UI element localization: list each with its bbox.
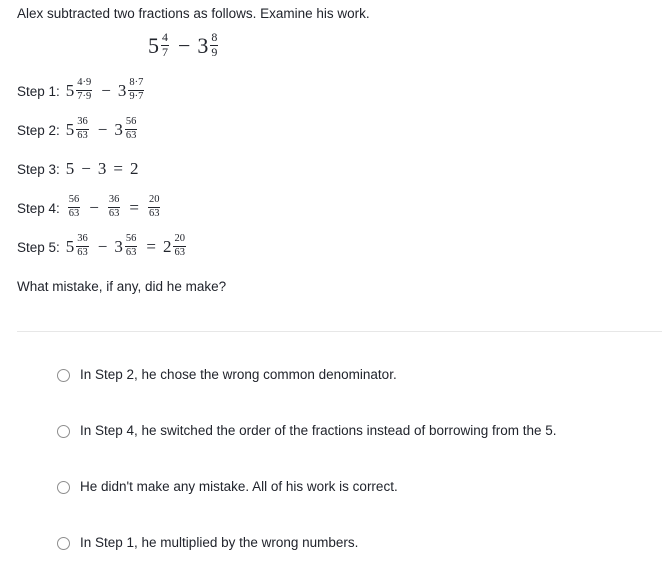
main-expression	[148, 29, 662, 63]
math-number: 5	[65, 237, 75, 256]
option-label: He didn't make any mistake. All of his work is correct.	[80, 479, 398, 494]
step-math	[66, 117, 140, 142]
denominator: 63	[148, 207, 160, 219]
step-label: Step 1:	[17, 83, 60, 99]
denominator: 7	[162, 44, 168, 59]
math-number: 3	[97, 159, 107, 178]
step-math	[66, 234, 188, 259]
step-row-4	[17, 196, 662, 220]
numerator: 56	[125, 116, 138, 129]
step-row-5	[17, 235, 662, 259]
fraction	[161, 31, 169, 60]
math-operator: −	[97, 237, 108, 256]
math-operator: =	[113, 159, 123, 178]
denominator: 63	[68, 207, 80, 219]
math-number: 3	[197, 33, 209, 58]
denominator: 63	[125, 246, 137, 258]
option-label: In Step 4, he switched the order of the fractions instead of borrowing from the 5.	[80, 423, 557, 438]
numerator: 4·9	[76, 77, 92, 90]
math-operator: =	[146, 237, 156, 256]
answer-option-4[interactable]	[57, 534, 645, 552]
answer-option-1[interactable]	[57, 366, 645, 384]
fraction	[68, 194, 81, 219]
denominator: 63	[125, 129, 137, 141]
math-number: 2	[129, 159, 139, 178]
option-label: In Step 1, he multiplied by the wrong numbers.	[80, 535, 359, 550]
fraction	[210, 31, 218, 60]
numerator: 4	[162, 29, 168, 44]
option-label: In Step 2, he chose the wrong common denominator.	[80, 367, 397, 382]
step-label: Step 2:	[17, 122, 60, 138]
fraction	[76, 116, 89, 141]
step-math	[66, 159, 139, 179]
fraction	[125, 116, 138, 141]
numerator: 8·7	[128, 77, 144, 90]
fraction	[108, 194, 121, 219]
question-text: What mistake, if any, did he make?	[17, 279, 227, 294]
denominator: 63	[108, 207, 120, 219]
answer-options	[0, 366, 662, 552]
step-math	[66, 195, 163, 220]
numerator: 36	[108, 194, 121, 207]
numerator: 56	[68, 194, 81, 207]
denominator: 9·7	[129, 90, 144, 102]
radio-button[interactable]	[57, 481, 70, 494]
math-number: 3	[114, 120, 123, 139]
math-number: 2	[162, 237, 172, 256]
step-row-1	[17, 79, 662, 103]
step-label: Step 5:	[17, 239, 60, 255]
numerator: 20	[148, 194, 161, 207]
math-number: 5	[65, 81, 75, 100]
math-number: 5	[148, 33, 159, 58]
fraction	[148, 194, 161, 219]
math-operator: −	[89, 198, 99, 217]
fraction	[76, 233, 89, 258]
step-row-2	[17, 118, 662, 142]
math-operator: −	[81, 159, 91, 178]
numerator: 36	[76, 116, 89, 129]
numerator: 36	[76, 233, 89, 246]
denominator: 63	[77, 246, 88, 258]
step-row-3	[17, 157, 662, 181]
math-number: 5	[65, 120, 75, 139]
answer-option-3[interactable]	[57, 478, 645, 496]
math-number: 5	[65, 159, 75, 178]
numerator: 8	[211, 29, 218, 44]
fraction	[76, 77, 92, 102]
math-operator: −	[101, 81, 111, 100]
math-operator: =	[129, 198, 139, 217]
prompt-text: Alex subtracted two fractions as follows. Examine his work.	[17, 6, 370, 21]
radio-button[interactable]	[57, 369, 70, 382]
answer-option-2[interactable]	[57, 422, 645, 440]
denominator: 7·9	[77, 90, 92, 102]
radio-button[interactable]	[57, 425, 70, 438]
numerator: 20	[173, 233, 186, 246]
denominator: 9	[211, 44, 218, 59]
steps-list	[17, 79, 662, 259]
numerator: 56	[125, 233, 138, 246]
math-number: 3	[117, 81, 127, 100]
radio-button[interactable]	[57, 537, 70, 550]
step-label: Step 3:	[17, 161, 60, 177]
denominator: 63	[77, 129, 88, 141]
fraction	[125, 233, 138, 258]
math-operator: −	[97, 120, 108, 139]
denominator: 63	[174, 246, 185, 258]
divider	[17, 331, 662, 332]
step-label: Step 4:	[17, 200, 60, 216]
math-operator: −	[178, 33, 191, 58]
fraction	[128, 77, 144, 102]
step-math	[66, 78, 147, 103]
fraction	[173, 233, 186, 258]
math-number: 3	[114, 237, 123, 256]
